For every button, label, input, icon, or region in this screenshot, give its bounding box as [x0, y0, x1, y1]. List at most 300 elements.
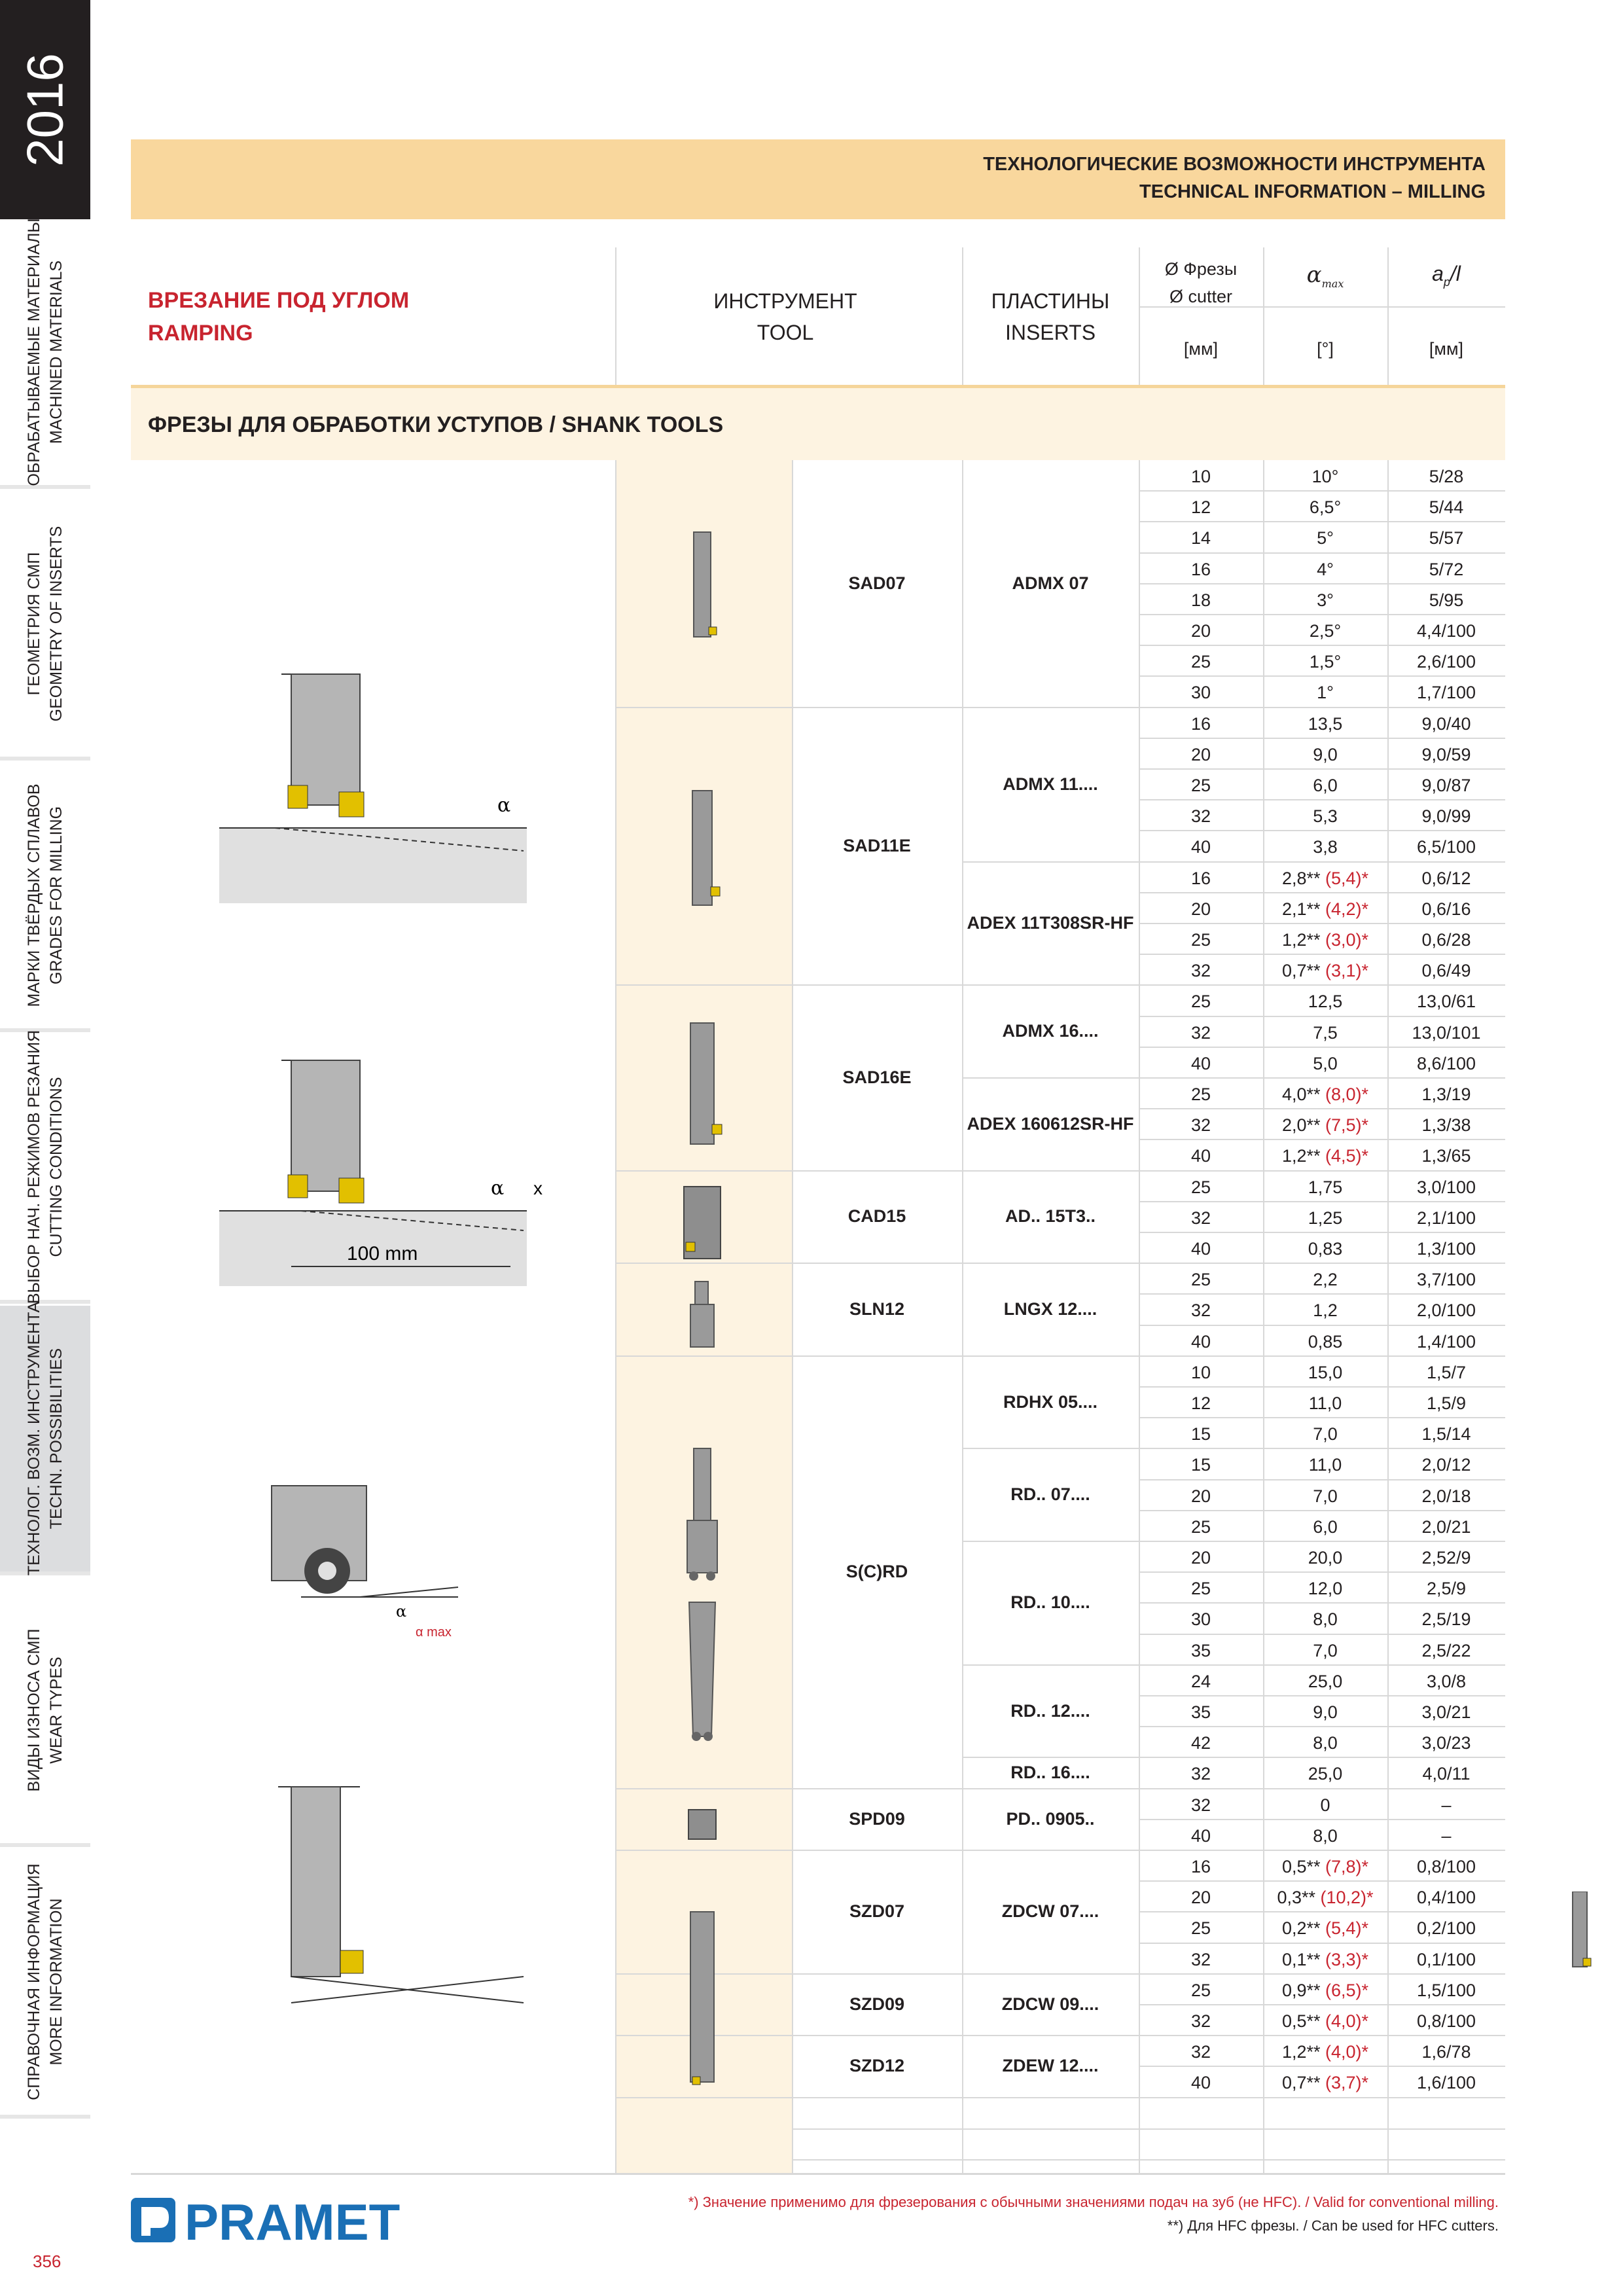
tool-header-ru: ИНСТРУМЕНТ — [713, 289, 857, 313]
row-divider — [1139, 675, 1505, 677]
cutter-diameter: 25 — [1190, 1177, 1211, 1197]
row-divider — [1139, 1973, 1505, 1975]
logo-text: PRAMET — [185, 2194, 401, 2246]
ap-l-value: 8,6/100 — [1416, 1053, 1476, 1073]
row-divider — [1139, 799, 1505, 800]
diagram-x-label: x — [533, 1178, 543, 1198]
row-divider — [1139, 984, 1505, 986]
nav-tab-label-ru: ГЕОМЕТРИЯ СМП — [25, 552, 43, 696]
cutter-diameter: 32 — [1190, 1022, 1211, 1043]
column-divider — [1263, 460, 1264, 2173]
row-divider — [1139, 1355, 1505, 1357]
group-divider — [962, 984, 1139, 986]
edge-thumbnail — [1567, 1892, 1594, 1977]
alpha-conventional-value: (4,5)* — [1325, 1146, 1369, 1166]
tool-name: CAD15 — [847, 1206, 906, 1227]
alpha-value: 0,5** — [1281, 2011, 1321, 2031]
ap-l-value: 4,4/100 — [1416, 621, 1476, 641]
row-divider — [1139, 1479, 1505, 1480]
insert-name: RD.. 10.... — [1010, 1592, 1090, 1613]
tool-name: SLN12 — [849, 1299, 905, 1319]
insert-name: ADEX 160612SR-HF — [967, 1113, 1134, 1134]
header-divider — [1139, 247, 1140, 385]
alpha-max-value — [1263, 2073, 1387, 2093]
alpha-max-value — [1263, 1393, 1387, 1414]
nav-tab-label-en: CUTTING CONDITIONS — [47, 1077, 65, 1257]
cutter-diameter: 25 — [1190, 1085, 1211, 1104]
row-divider — [1139, 521, 1505, 522]
row-divider — [1139, 1293, 1505, 1295]
tool-image-scrd — [687, 1448, 717, 1741]
nav-tab-label — [23, 218, 67, 486]
alpha-conventional-value: (4,0)* — [1325, 2042, 1369, 2062]
insert-name: ADEX 11T308SR-HF — [967, 913, 1134, 933]
alpha-max-value — [1263, 1270, 1387, 1290]
alpha-value: 13,5 — [1308, 713, 1343, 734]
group-divider — [962, 1757, 1139, 1758]
column-divider — [1139, 460, 1140, 2173]
alpha-value: 1,75 — [1308, 1177, 1343, 1197]
tool-name: SZD09 — [849, 1994, 905, 2014]
alpha-max-value — [1263, 1548, 1387, 1568]
nav-tab[interactable] — [0, 1301, 90, 1576]
alpha-max-value — [1263, 621, 1387, 641]
cutter-diameter: 16 — [1190, 1857, 1211, 1876]
row-divider — [1139, 583, 1505, 584]
alpha-value: 6,0 — [1313, 776, 1338, 795]
nav-tab-label-ru: СПРАВОЧНАЯ ИНФОРМАЦИЯ — [25, 1863, 43, 2100]
alpha-conventional-value: (5,4)* — [1325, 868, 1369, 888]
alpha-max-value — [1263, 806, 1387, 827]
tool-header — [615, 285, 955, 348]
row-divider — [1139, 1634, 1505, 1635]
alpha-max-value — [1263, 869, 1387, 889]
row-divider — [1139, 1726, 1505, 1727]
ap-l-value: 1,6/78 — [1421, 2042, 1471, 2062]
nav-tab[interactable] — [0, 762, 90, 1032]
alpha-value: 8,0 — [1313, 1825, 1338, 1846]
alpha-value: 3,8 — [1313, 837, 1338, 857]
ramping-diagram-4 — [278, 1787, 524, 2003]
diagram-alpha-max-label: α max — [416, 1625, 452, 1640]
ap-l-value: 2,1/100 — [1416, 1208, 1476, 1228]
row-divider — [1139, 1541, 1505, 1542]
ap-l-value: 9,0/40 — [1421, 713, 1471, 734]
alpha-conventional-value: (3,7)* — [1325, 2073, 1369, 2093]
group-divider — [962, 861, 1139, 863]
alpha-max-value — [1263, 652, 1387, 672]
row-divider — [1139, 1788, 1505, 1789]
alpha-value: 1,2** — [1281, 930, 1321, 950]
row-divider — [1139, 1077, 1505, 1079]
insert-name: ZDCW 09.... — [1001, 1994, 1099, 2014]
page-number: 356 — [33, 2251, 62, 2271]
alpha-value: 9,0 — [1313, 1702, 1338, 1722]
cutter-diameter: 25 — [1190, 930, 1211, 950]
insert-name: RD.. 07.... — [1010, 1484, 1090, 1505]
nav-tab-label-ru: МАРКИ ТВЁРДЫХ СПЛАВОВ — [25, 783, 43, 1007]
alpha-conventional-value: (3,1)* — [1325, 961, 1369, 981]
ap-l-value: 9,0/59 — [1421, 744, 1471, 764]
alpha-value: 4° — [1317, 559, 1334, 579]
alpha-value: 6,5° — [1309, 497, 1342, 518]
alpha-max-value — [1263, 560, 1387, 580]
ap-l-value: 3,0/23 — [1421, 1733, 1471, 1753]
alpha-max-value — [1263, 1054, 1387, 1074]
alpha-value: 1,2 — [1313, 1300, 1338, 1321]
unit-cutter: [мм] — [1183, 339, 1219, 359]
cutter-diameter: 10 — [1190, 1362, 1211, 1382]
cutter-diameter: 18 — [1190, 590, 1211, 610]
insert-name: PD.. 0905.. — [1006, 1808, 1095, 1829]
cutter-diameter: 32 — [1190, 2011, 1211, 2031]
tool-header-en: TOOL — [757, 321, 814, 344]
ap-l-value: 1,3/65 — [1421, 1146, 1471, 1166]
alpha-value: 3° — [1317, 590, 1334, 610]
alpha-value: 0,85 — [1308, 1331, 1343, 1352]
tool-name: SAD11E — [843, 836, 911, 855]
alpha-value: 0,3** — [1277, 1888, 1315, 1908]
diagram-alpha-label-2: α — [491, 1177, 505, 1200]
insert-name: ADMX 16.... — [1002, 1021, 1099, 1041]
alpha-value: 12,5 — [1308, 992, 1343, 1012]
tool-image-szd — [690, 1912, 714, 2085]
alpha-value: 0,7** — [1281, 2073, 1321, 2093]
cutter-diameter: 30 — [1190, 1609, 1211, 1630]
nav-tab-label — [23, 526, 67, 722]
cutter-diameter: 32 — [1190, 1795, 1211, 1815]
alpha-value: 6,0 — [1313, 1516, 1338, 1537]
alpha-value: 1,5° — [1309, 652, 1342, 672]
alpha-conventional-value: (7,8)* — [1325, 1857, 1369, 1876]
alpha-value: 2,5° — [1309, 621, 1342, 641]
cutter-diameter: 20 — [1190, 744, 1211, 764]
alpha-conventional-value: (8,0)* — [1325, 1085, 1369, 1104]
nav-tab-label-en: MACHINED MATERIALS — [47, 260, 65, 444]
alpha-value: 0,5** — [1281, 1857, 1321, 1876]
unit-ap: [мм] — [1429, 339, 1464, 359]
alpha-value: 0,83 — [1308, 1239, 1343, 1259]
row-divider — [1139, 1880, 1505, 1882]
alpha-value: 10° — [1311, 467, 1339, 486]
alpha-value: 0,2** — [1281, 1918, 1321, 1939]
alpha-value: 0,1** — [1281, 1949, 1321, 1969]
cutter-diameter: 16 — [1190, 868, 1211, 888]
alpha-header — [1263, 262, 1387, 290]
row-divider — [1139, 1911, 1505, 1912]
ap-l-value: 13,0/61 — [1416, 992, 1476, 1012]
nav-tab-label — [23, 783, 67, 1007]
cutter-diameter: 24 — [1190, 1671, 1211, 1691]
row-divider — [1139, 1386, 1505, 1388]
alpha-max-value — [1263, 745, 1387, 765]
row-divider — [1139, 1757, 1505, 1758]
alpha-value: 2,2 — [1313, 1270, 1338, 1290]
cutter-diameter: 25 — [1190, 1270, 1211, 1290]
tool-name: SZD12 — [849, 2056, 905, 2076]
row-divider — [1139, 1448, 1505, 1449]
row-divider — [1139, 768, 1505, 770]
alpha-max-value — [1263, 1023, 1387, 1043]
insert-name: ADMX 07 — [1012, 573, 1089, 593]
cutter-diameter: 32 — [1190, 2042, 1211, 2062]
tool-image-sad07 — [694, 532, 717, 637]
insert-name: ZDCW 07.... — [1001, 1901, 1099, 1922]
nav-tab[interactable] — [0, 491, 90, 761]
diagram-100mm-label: 100 mm — [347, 1243, 418, 1265]
alpha-value: 25,0 — [1308, 1764, 1343, 1784]
row-divider — [1139, 1016, 1505, 1017]
alpha-value: 15,0 — [1308, 1362, 1343, 1382]
alpha-value: 1,25 — [1308, 1208, 1343, 1228]
ap-l-value: 5/57 — [1429, 528, 1464, 548]
row-divider — [792, 2128, 1505, 2130]
alpha-value: 7,0 — [1313, 1486, 1338, 1506]
tool-images — [615, 460, 792, 2173]
row-divider — [1139, 2035, 1505, 2036]
alpha-max-value — [1263, 1950, 1387, 1970]
alpha-max-value — [1263, 1455, 1387, 1475]
header-divider — [615, 247, 616, 385]
header-banner — [131, 139, 1505, 219]
group-divider — [962, 1077, 1139, 1079]
ap-l-value: 0,1/100 — [1416, 1949, 1476, 1969]
cutter-diameter: 35 — [1190, 1702, 1211, 1722]
tool-name: SZD07 — [849, 1901, 905, 1922]
ap-l-value: – — [1441, 1825, 1452, 1846]
group-divider — [962, 2035, 1139, 2036]
group-divider — [962, 1664, 1139, 1666]
alpha-value: 5,3 — [1313, 806, 1338, 827]
alpha-max-value — [1263, 1733, 1387, 1753]
insert-name: AD.. 15T3.. — [1005, 1206, 1096, 1227]
row-divider — [1139, 1510, 1505, 1511]
header-divider — [1139, 306, 1505, 308]
row-divider — [1139, 1325, 1505, 1326]
alpha-max-value — [1263, 714, 1387, 734]
tool-image-sad11e — [692, 791, 720, 905]
row-divider — [1139, 1263, 1505, 1264]
nav-tab-label-ru: ВЫБОР НАЧ. РЕЖИМОВ РЕЗАНИЯ — [25, 1030, 43, 1304]
diagram-alpha-label-3: α — [396, 1602, 407, 1621]
ap-l-value: 5/44 — [1429, 497, 1464, 518]
ramping-diagram-2 — [219, 1060, 543, 1286]
cutter-diameter: 25 — [1190, 992, 1211, 1012]
alpha-value: 4,0** — [1281, 1085, 1321, 1104]
cutter-diameter: 25 — [1190, 652, 1211, 672]
ap-l-value: 2,0/18 — [1421, 1486, 1471, 1506]
cutter-diameter: 25 — [1190, 1918, 1211, 1939]
tool-image-spd09 — [688, 1810, 716, 1839]
inserts-header-ru: ПЛАСТИНЫ — [991, 289, 1110, 313]
alpha-max-value — [1263, 497, 1387, 518]
ap-l-value: 0,8/100 — [1416, 1857, 1476, 1876]
nav-tab-label — [23, 1629, 67, 1792]
ap-l-value: 13,0/101 — [1412, 1022, 1481, 1043]
cutter-diameter: 32 — [1190, 1115, 1211, 1136]
ramping-diagrams — [196, 641, 589, 2016]
alpha-value: 11,0 — [1308, 1393, 1342, 1413]
ap-l-value: 1,3/100 — [1416, 1239, 1476, 1259]
alpha-max-value — [1263, 683, 1387, 703]
group-divider — [962, 1541, 1139, 1542]
ap-l-value: 0,6/28 — [1421, 930, 1471, 950]
cutter-diameter: 25 — [1190, 1516, 1211, 1537]
nav-tab[interactable] — [0, 219, 90, 489]
cutter-diameter: 16 — [1190, 713, 1211, 734]
column-divider — [1387, 460, 1389, 2173]
row-divider — [1139, 614, 1505, 615]
nav-tab[interactable] — [0, 1030, 90, 1304]
cutter-diameter: 20 — [1190, 1486, 1211, 1506]
ap-l-value: 9,0/99 — [1421, 806, 1471, 827]
nav-tab-label-ru: ОБРАБАТЫВАЕМЫЕ МАТЕРИАЛЫ — [25, 218, 43, 486]
cutter-diameter: 40 — [1190, 1053, 1211, 1073]
cutter-diameter: 40 — [1190, 1146, 1211, 1166]
row-divider — [1139, 645, 1505, 646]
row-divider — [1139, 892, 1505, 893]
insert-name: ADMX 11.... — [1003, 774, 1098, 794]
cutter-diameter: 12 — [1190, 497, 1211, 518]
alpha-conventional-value: (3,0)* — [1325, 930, 1369, 950]
alpha-max-value — [1263, 930, 1387, 950]
nav-tab[interactable] — [0, 1577, 90, 1847]
cutter-diameter: 25 — [1190, 776, 1211, 795]
row-divider — [1139, 2097, 1505, 2098]
ap-l-value: 2,5/9 — [1426, 1579, 1467, 1599]
insert-name: ZDEW 12.... — [1002, 2056, 1099, 2076]
alpha-max-value — [1263, 1517, 1387, 1537]
alpha-max-value — [1263, 2042, 1387, 2062]
alpha-value: 7,5 — [1313, 1022, 1338, 1043]
alpha-max-value — [1263, 1424, 1387, 1444]
row-divider — [1139, 1170, 1505, 1172]
alpha-conventional-value: (6,5)* — [1325, 1980, 1369, 2000]
cutter-diameter: 40 — [1190, 1331, 1211, 1352]
ap-l-value: 2,0/21 — [1421, 1516, 1471, 1537]
row-divider — [1139, 1108, 1505, 1109]
row-divider — [1139, 1417, 1505, 1418]
ap-l-value: 1,5/14 — [1421, 1424, 1471, 1444]
nav-tab[interactable] — [0, 1849, 90, 2119]
cutter-diameter: 32 — [1190, 1300, 1211, 1321]
bottom-rule — [131, 2173, 1505, 2175]
row-divider — [1139, 2004, 1505, 2005]
nav-tab-label-en: GRADES FOR MILLING — [47, 806, 65, 985]
cutter-diameter: 14 — [1190, 528, 1211, 548]
cutter-diameter: 40 — [1190, 1825, 1211, 1846]
group-divider — [962, 707, 1139, 708]
ap-l-value: 2,5/19 — [1421, 1609, 1471, 1630]
pramet-logo — [131, 2194, 406, 2250]
row-divider — [1139, 707, 1505, 708]
alpha-max-value — [1263, 1300, 1387, 1321]
alpha-value: 8,0 — [1313, 1609, 1338, 1630]
cutter-diameter: 30 — [1190, 683, 1211, 703]
alpha-value: 2,8** — [1281, 868, 1321, 888]
ap-l-value: 0,2/100 — [1416, 1918, 1476, 1939]
alpha-value: 0,7** — [1281, 961, 1321, 981]
alpha-max-value — [1263, 1826, 1387, 1846]
insert-name: RD.. 16.... — [1010, 1763, 1090, 1782]
nav-tab-label-en: MORE INFORMATION — [47, 1898, 65, 2066]
alpha-value: 0,9** — [1281, 1980, 1321, 2000]
ap-l-value: 0,8/100 — [1416, 2011, 1476, 2031]
header-divider — [1387, 247, 1389, 385]
ap-header — [1387, 262, 1505, 289]
alpha-max-value — [1263, 899, 1387, 920]
alpha-value: 1° — [1317, 683, 1334, 703]
tool-name: SPD09 — [849, 1808, 905, 1829]
row-divider — [1139, 1850, 1505, 1851]
group-divider — [962, 1355, 1139, 1357]
alpha-max-value — [1263, 1579, 1387, 1599]
alpha-value: 5° — [1317, 528, 1334, 548]
footnote-hfc: **) Для HFC фрезы. / Can be used for HFC cutters. — [1167, 2217, 1499, 2234]
cutter-diameter: 32 — [1190, 961, 1211, 981]
alpha-value: 2,1** — [1281, 899, 1321, 919]
alpha-max-value — [1263, 1177, 1387, 1198]
row-divider — [1139, 1201, 1505, 1202]
alpha-conventional-value: (4,2)* — [1325, 899, 1369, 919]
ap-l-value: 2,0/12 — [1421, 1455, 1471, 1475]
row-divider — [1139, 861, 1505, 863]
year-tab — [0, 0, 90, 219]
alpha-max-value — [1263, 1641, 1387, 1661]
group-divider — [962, 1170, 1139, 1172]
ap-symbol: a — [1432, 262, 1444, 285]
alpha-max-value — [1263, 1239, 1387, 1259]
cutter-diameter: 20 — [1190, 899, 1211, 919]
cutter-diameter: 25 — [1190, 1579, 1211, 1599]
cutter-header — [1139, 255, 1263, 310]
ap-tail: /l — [1450, 262, 1461, 285]
ap-l-value: 1,5/7 — [1426, 1362, 1467, 1382]
tool-image-sad16e — [690, 1023, 722, 1144]
alpha-max-value — [1263, 776, 1387, 796]
header-divider — [962, 247, 963, 385]
ap-l-value: 0,6/49 — [1421, 961, 1471, 981]
cutter-diameter: 16 — [1190, 559, 1211, 579]
ap-l-value: 0,6/16 — [1421, 899, 1471, 919]
alpha-max-value — [1263, 1857, 1387, 1877]
ramping-diagram-1 — [219, 674, 527, 903]
tool-name: SAD16E — [842, 1067, 912, 1087]
nav-tab-label-ru: ВИДЫ ИЗНОСА СМП — [25, 1628, 43, 1792]
alpha-max-value — [1263, 1764, 1387, 1784]
nav-tab-label-en: GEOMETRY OF INSERTS — [47, 526, 65, 722]
alpha-max-value — [1263, 1918, 1387, 1939]
ap-l-value: 1,5/9 — [1426, 1393, 1467, 1413]
alpha-max-value — [1263, 1208, 1387, 1229]
ap-l-value: 2,0/100 — [1416, 1300, 1476, 1321]
row-divider — [1139, 1232, 1505, 1233]
row-divider — [1139, 552, 1505, 554]
ap-l-value: 1,3/38 — [1421, 1115, 1471, 1136]
insert-name: RD.. 12.... — [1010, 1700, 1090, 1721]
section-title: ФРЕЗЫ ДЛЯ ОБРАБОТКИ УСТУПОВ / SHANK TOOLS — [148, 412, 724, 437]
alpha-value: 7,0 — [1313, 1424, 1338, 1444]
unit-alpha: [°] — [1317, 339, 1334, 359]
nav-tab-label — [23, 1030, 67, 1304]
ap-l-value: 2,52/9 — [1421, 1548, 1471, 1568]
alpha-max-value — [1263, 961, 1387, 981]
alpha-max-value — [1263, 1115, 1387, 1136]
row-divider — [1139, 2066, 1505, 2067]
alpha-conventional-value: (4,0)* — [1325, 2011, 1369, 2031]
alpha-max-value — [1263, 1702, 1387, 1723]
banner-title-en: TECHNICAL INFORMATION – MILLING — [1139, 181, 1486, 202]
